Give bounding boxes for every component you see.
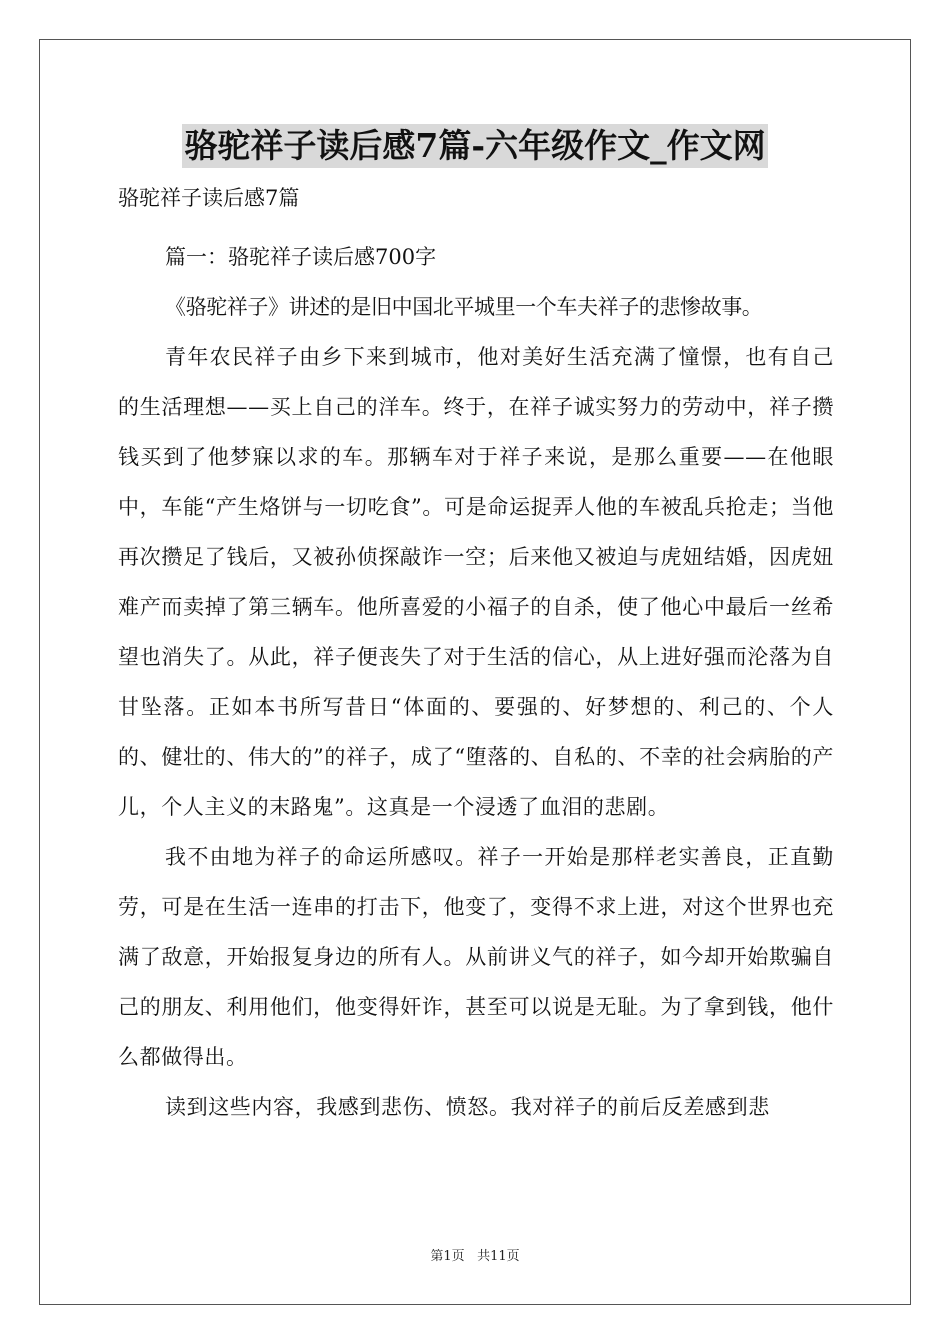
document-body xyxy=(118,232,834,1132)
paragraph: 读到这些内容，我感到悲伤、愤怒。我对祥子的前后反差感到悲 xyxy=(165,1095,770,1119)
page-total: 共11页 xyxy=(477,1249,520,1264)
document-title: 骆驼祥子读后感7篇-六年级作文_作文网 xyxy=(182,124,767,168)
paragraph: 青年农民祥子由乡下来到城市，他对美好生活充满了憧憬，也有自己的生活理想——买上自己的洋车。终于，在祥子诚实努力的劳动中，祥子攒钱买到了他梦寐以求的车。那辆车对于祥子来说，是那么重要——在他眼中，车能“产生烙饼与一切吃食”。可是命运捉弄人他的车被乱兵抢走；当他再次攒足了钱后，又被孙侦探敲诈一空；后来他又被迫与虎妞结婚，因虎妞难产而卖掉了第三辆车。他所喜爱的小福子的自杀，使了他心中最后一丝希望也消失了。从此，祥子便丧失了对于生活的信心，从上进好强而沦落为自甘坠落。正如本书所写昔日“体面的、要强的、好梦想的、利己的、个人的、健壮的、伟大的”的祥子，成了“堕落的、自私的、不幸的社会病胎的产儿，个人主义的末路鬼”。这真是一个浸透了血泪的悲剧。 xyxy=(118,345,834,819)
title-container xyxy=(0,124,950,168)
page-number: 第1页 xyxy=(430,1249,465,1264)
paragraph: 我不由地为祥子的命运所感叹。祥子一开始是那样老实善良，正直勤劳，可是在生活一连串的打击下，他变了，变得不求上进，对这个世界也充满了敌意，开始报复身边的所有人。从前讲义气的祥子，如今却开始欺骗自己的朋友、利用他们，他变得奸诈，甚至可以说是无耻。为了拿到钱，他什么都做得出。 xyxy=(118,845,834,1069)
page-footer xyxy=(0,1248,950,1266)
document-subtitle: 骆驼祥子读后感7篇 xyxy=(118,186,300,210)
section-heading: 篇一：骆驼祥子读后感700字 xyxy=(165,245,437,269)
paragraph: 《骆驼祥子》讲述的是旧中国北平城里一个车夫祥子的悲惨故事。 xyxy=(165,295,763,319)
